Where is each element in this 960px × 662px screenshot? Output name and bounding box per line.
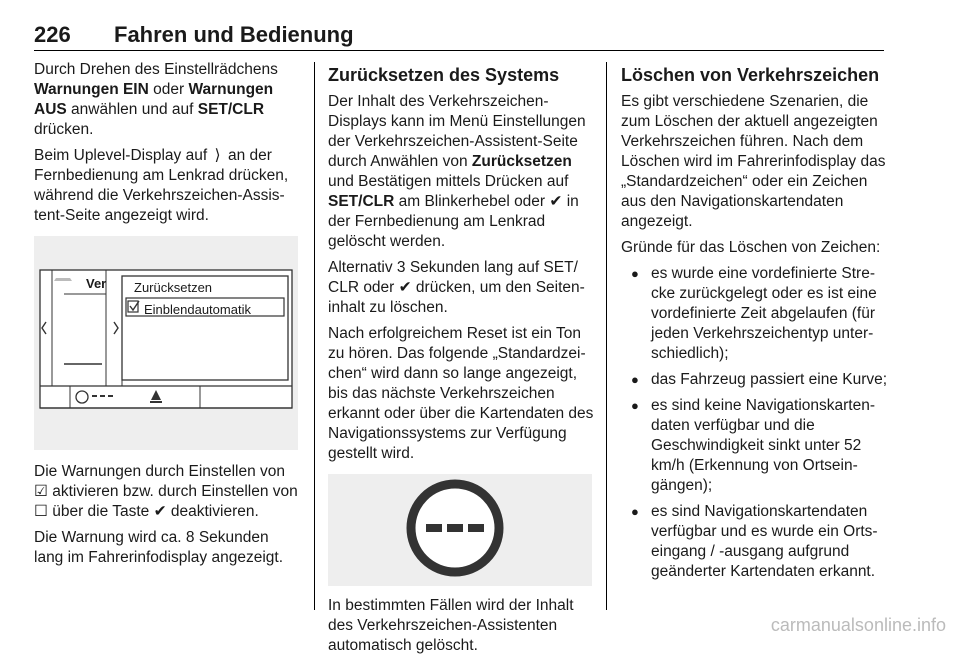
list-item: ● es sind Navigationskartendaten verfügbar und es wurde ein Ortseingang / -ausgang aufgrund geänderter Kartendaten erkannt. [621,502,891,582]
column-divider [606,62,607,610]
list-item: ● das Fahrzeug passiert eine Kurve; [621,370,891,390]
paragraph: Durch Drehen des Einstellrädchens Warnungen EIN oder Warnungen AUS anwählen und auf SET/CLR drücken. [34,61,278,138]
paragraph: Alternativ 3 Sekunden lang auf SET/ CLR oder ✔ drücken, um den Seiteninhalt zu löschen. [328,259,585,316]
column-divider [314,62,315,610]
chapter-title: Fahren und Bedienung [114,22,354,47]
section-heading: Zurücksetzen des Systems [328,65,560,85]
display-illustration [34,236,298,450]
page-header [34,22,884,51]
standard-sign-icon [328,474,592,586]
paragraph: Es gibt verschiedene Szenarien, die zum Löschen der aktuell angezeigten Verkehrszeichen führen. Nach dem Löschen wird im Fahrerinfodisplay das „Standardzeichen“ oder ein Zeichen aus den Navigationskartendaten angezeigt. [621,93,886,230]
paragraph: Der Inhalt des Verkehrszeichen-Displays kann im Menü Einstellungen der Verkehrszeichen-Assistent-Seite durch Anwählen von Zurücksetzen und Bestätigen mittels Drücken auf SET/CLR am Blinkerhebel oder ✔ in der Fernbedienung am Lenkrad gelöscht werden. [328,93,586,250]
section-heading: Löschen von Verkehrszeichen [621,65,880,85]
uplevel-display-drawing [34,236,298,450]
column-3 [621,60,891,588]
paragraph: Nach erfolgreichem Reset ist ein Ton zu hören. Das folgende „Standardzeichen“ wird dann so lange angezeigt, bis das nächste Verkehrszeichen erkannt oder über die Kartendaten des Navigationssystems zur Verfügung gestellt wird. [328,325,594,462]
column-1 [34,60,300,574]
paragraph: In bestimmten Fällen wird der Inhalt des Verkehrszeichen-Assistenten automatisch gelöscht. [328,597,574,654]
display-header-text: Ver [86,276,107,291]
paragraph: Die Warnungen durch Einstellen von ☑ aktivieren bzw. durch Einstellen von ☐ über die Taste ✔ deaktivieren. [34,463,298,520]
menu-title: Zurücksetzen [134,280,213,295]
reasons-list [621,264,891,582]
column-2 [328,60,598,662]
list-item: ● es sind keine Navigationskartendaten verfügbar und die Geschwindigkeit sinkt unter 52 km/h (Erkennung von Ortseingängen); [621,396,891,496]
list-item: ● es wurde eine vordefinierte Strecke zurückgelegt oder es ist eine vordefinierte Zeit abgelaufen (für jeden Verkehrszeichentyp unterschiedlich); [621,264,891,364]
menu-item: Einblendautomatik [144,302,251,317]
paragraph: Gründe für das Löschen von Zeichen: [621,239,881,256]
standard-sign-illustration [328,474,592,586]
paragraph: Beim Uplevel-Display auf ⟩ an der Fernbedienung am Lenkrad drücken, während die Verkehrszeichen-Assistent-Seite angezeigt wird. [34,147,289,224]
page-number: 226 [34,22,71,47]
watermark: carmanualsonline.info [770,615,946,635]
paragraph: Die Warnung wird ca. 8 Sekunden lang im Fahrerinfodisplay angezeigt. [34,529,283,566]
